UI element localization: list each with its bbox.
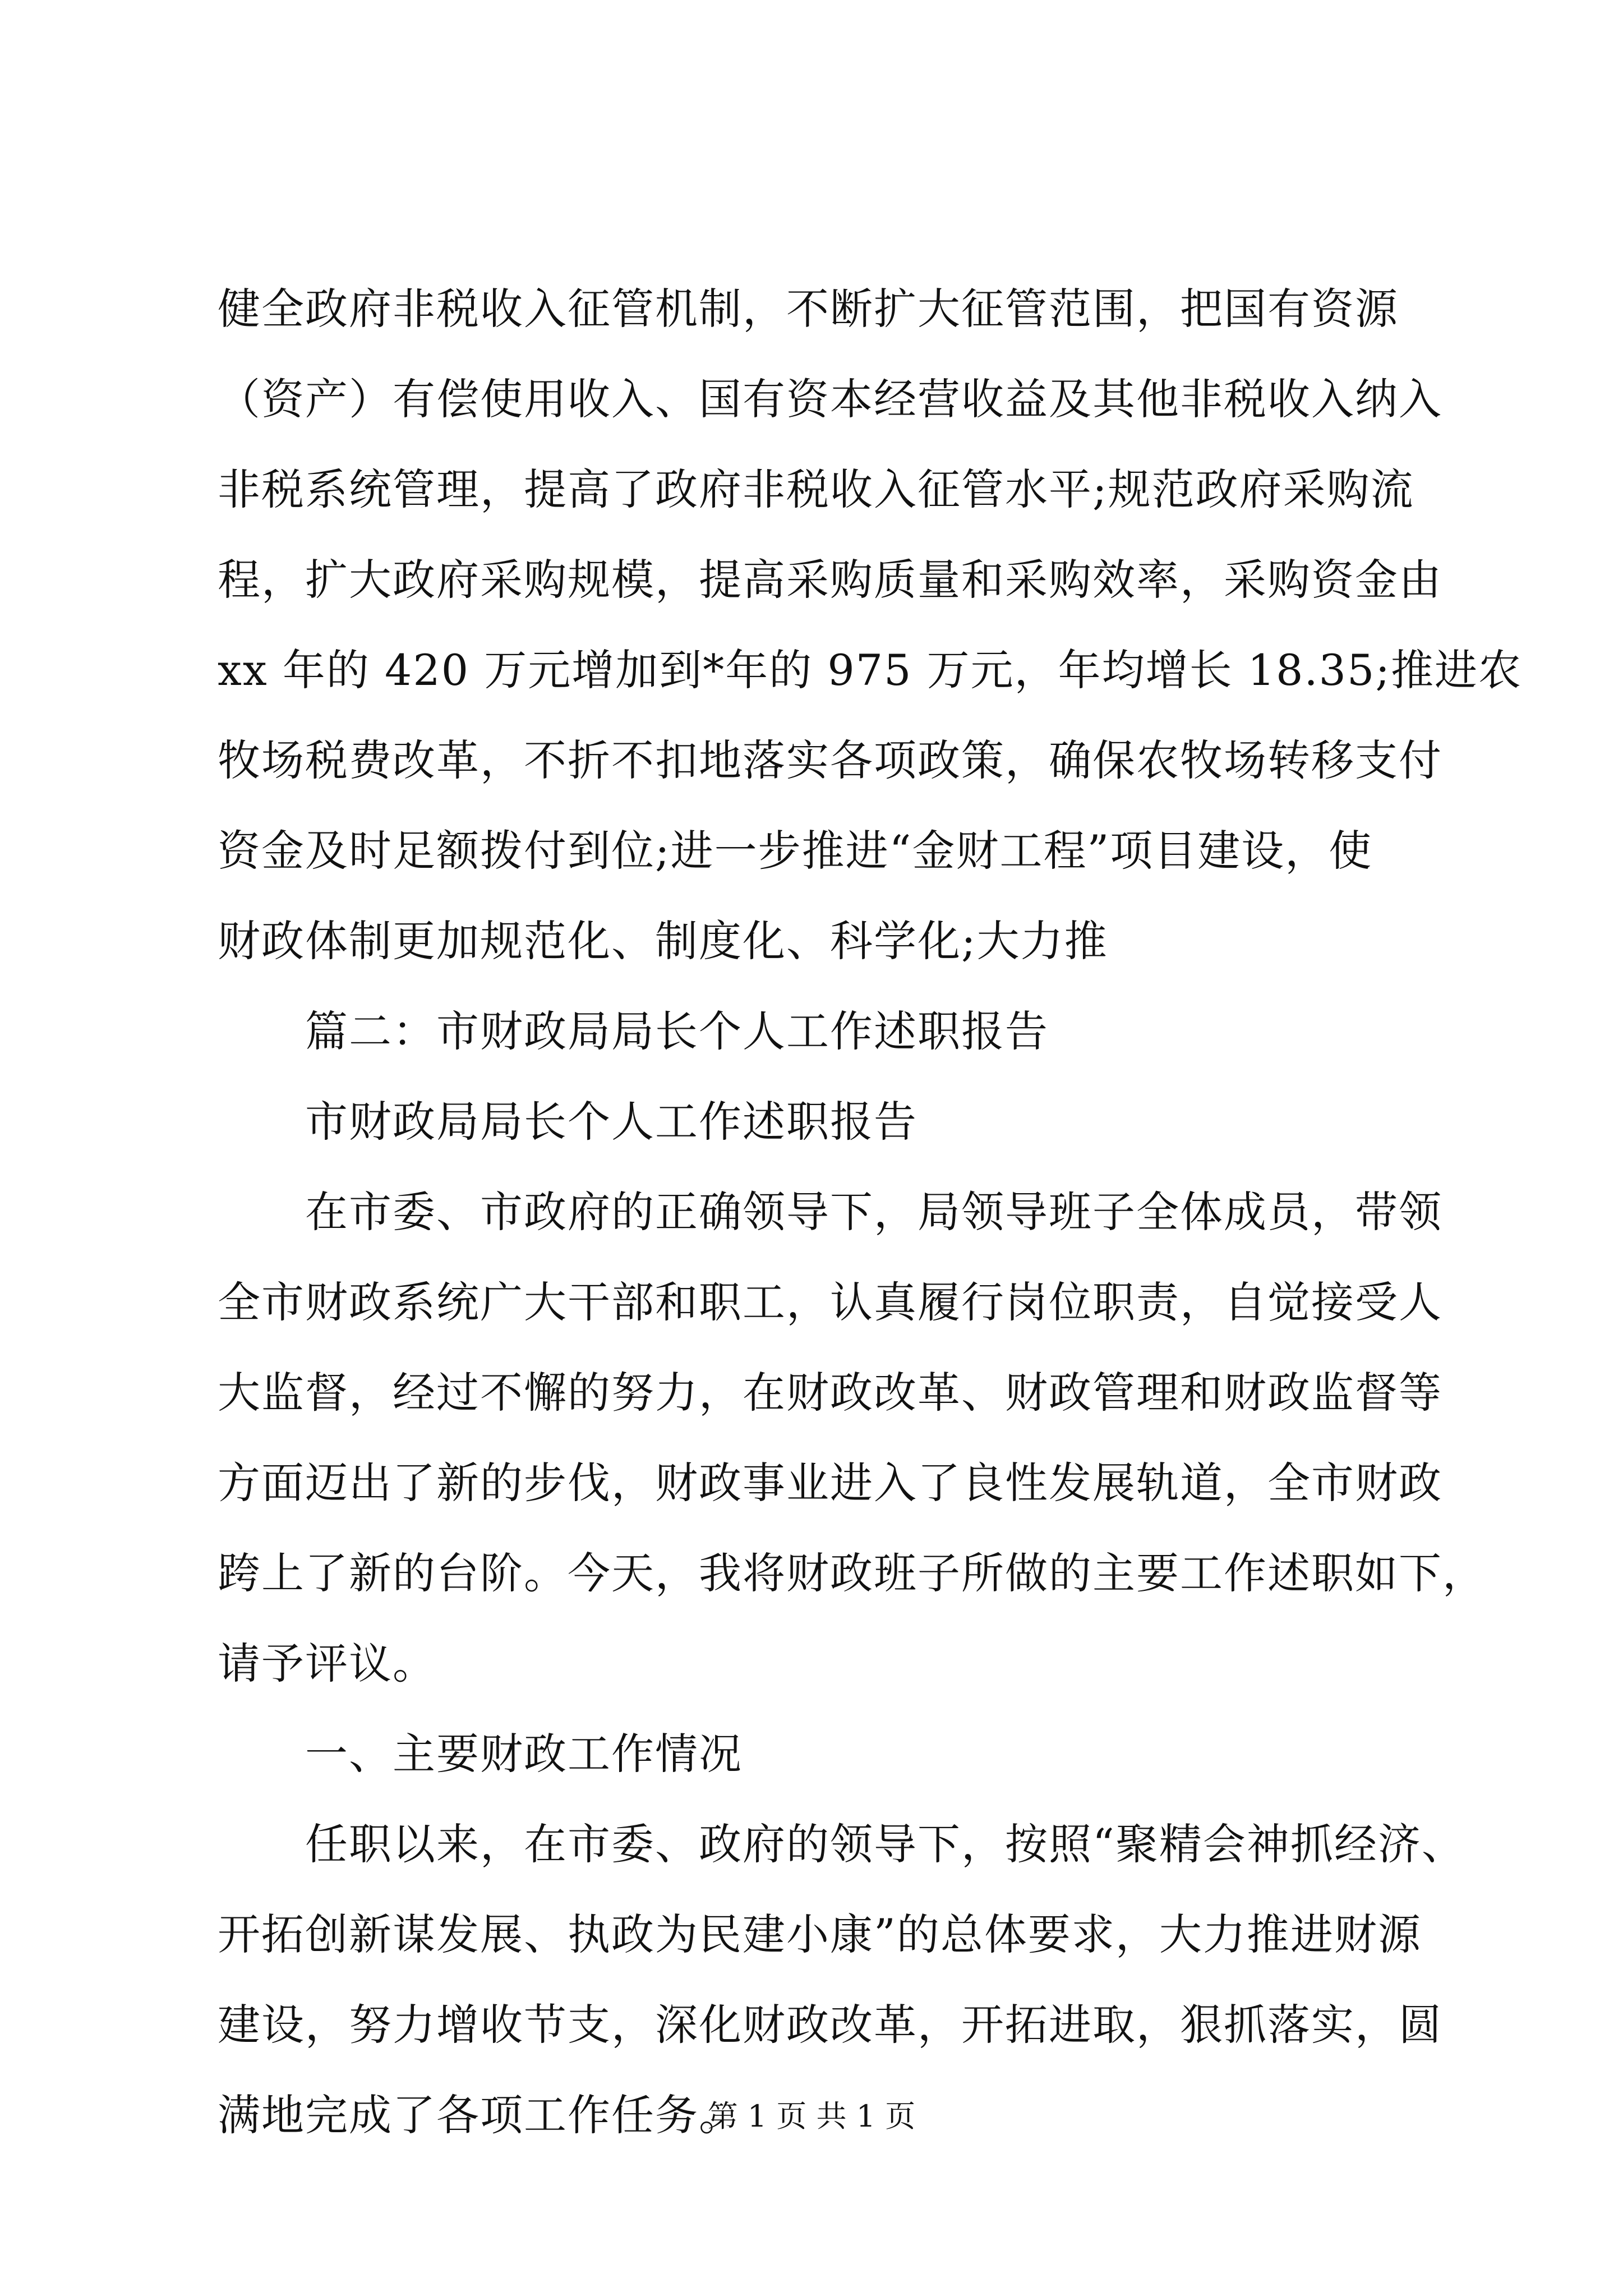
text-line: 满地完成了各项工作任务。 xyxy=(218,2090,743,2140)
text-line: 跨上了新的台阶。今天，我将财政班子所做的主要工作述职如下， xyxy=(218,1548,1486,1598)
text-line: 牧场税费改革，不折不扣地落实各项政策，确保农牧场转移支付 xyxy=(218,735,1442,785)
text-line: 方面迈出了新的步伐，财政事业进入了良性发展轨道，全市财政 xyxy=(218,1458,1442,1508)
text-line: 请予评议。 xyxy=(218,1639,436,1688)
text-line: 一、主要财政工作情况 xyxy=(305,1729,743,1779)
report-title xyxy=(218,1076,1405,1167)
text-line: 开拓创新谋发展、执政为民建小康”的总体要求，大力推进财源 xyxy=(218,1910,1422,1959)
document-body xyxy=(218,264,1522,2160)
text-line: 全市财政系统广大干部和职工，认真履行岗位职责，自觉接受人 xyxy=(218,1277,1442,1327)
text-line: 程，扩大政府采购规模，提高采购质量和采购效率，采购资金由 xyxy=(218,555,1442,605)
text-line: 市财政局局长个人工作述职报告 xyxy=(305,1097,917,1147)
text-line: 在市委、市政府的正确领导下，局领导班子全体成员，带领 xyxy=(305,1187,1442,1237)
text-line: 任职以来，在市委、政府的领导下，按照“聚精会神抓经济、 xyxy=(305,1819,1465,1869)
text-line: 资金及时足额拨付到位;进一步推进“金财工程”项目建设，使 xyxy=(218,826,1373,876)
text-line: 篇二：市财政局局长个人工作述职报告 xyxy=(305,1006,1049,1056)
text-line: xx 年的 420 万元增加到*年的 975 万元，年均增长 18.35;推进农 xyxy=(218,645,1522,695)
text-line: 财政体制更加规范化、制度化、科学化;大力推 xyxy=(218,916,1108,966)
paragraph-introduction xyxy=(218,1167,1486,1709)
text-line: 健全政府非税收入征管机制，不断扩大征管范围，把国有资源 xyxy=(218,284,1399,334)
page-number-footer: 第 1 页 共 1 页 xyxy=(707,2099,916,2134)
text-line: 建设，努力增收节支，深化财政改革，开拓进取，狠抓落实，圆 xyxy=(218,2000,1442,2050)
text-line: 大监督，经过不懈的努力，在财政改革、财政管理和财政监督等 xyxy=(218,1368,1442,1418)
section-heading-part-two xyxy=(218,986,1405,1076)
text-line: （资产）有偿使用收入、国有资本经营收益及其他非税收入纳入 xyxy=(218,374,1442,424)
text-line: 非税系统管理，提高了政府非税收入征管水平;规范政府采购流 xyxy=(218,464,1414,514)
section-heading-main-work xyxy=(218,1709,1405,1799)
paragraph-fiscal-measures xyxy=(218,264,1522,986)
